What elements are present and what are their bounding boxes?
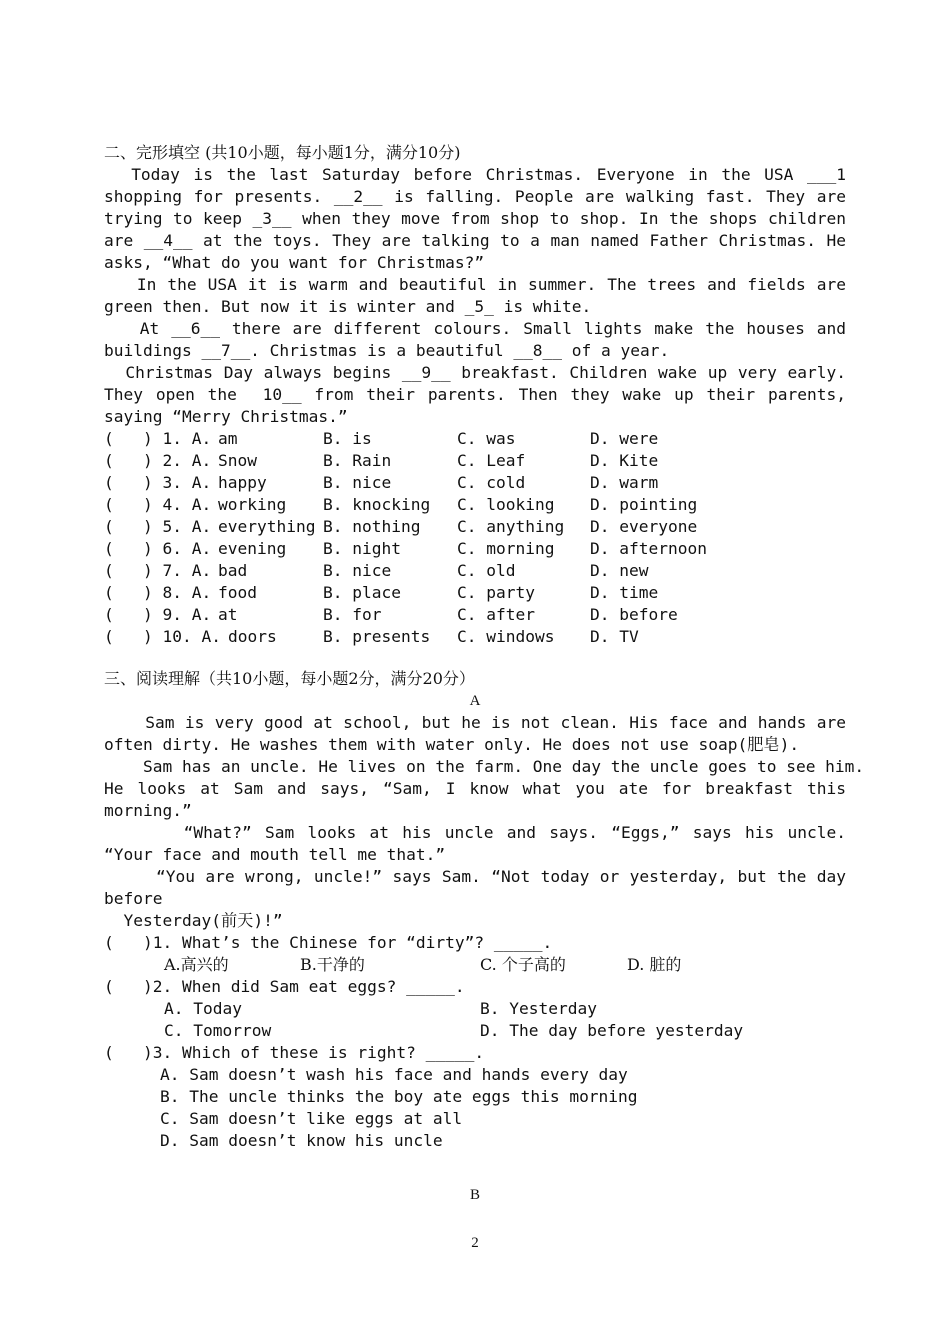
question-number: ( ) 9. A. — [104, 605, 212, 624]
option-c: C. old — [457, 561, 516, 580]
question-number: ( ) 8. A. — [104, 583, 212, 602]
reading-question-stem: ( )1. What’s the Chinese for “dirty”? _____. — [104, 933, 553, 952]
question-number: ( ) 5. A. — [104, 517, 212, 536]
option-a: A.高兴的 — [164, 955, 229, 974]
option-d: D. new — [590, 561, 649, 580]
cloze-passage-line: trying to keep _3__ when they move from shop to shop. In the shops children — [104, 209, 846, 228]
option-c: C. Leaf — [457, 451, 526, 470]
reading-passage-line: “Your face and mouth tell me that.” — [104, 845, 446, 864]
option-b: B.干净的 — [300, 955, 365, 974]
option-d: D. 脏的 — [627, 955, 682, 974]
reading-passage-line: He looks at Sam and says, “Sam, I know what you ate for breakfast this — [104, 779, 846, 798]
option-a: A. Today — [164, 999, 242, 1018]
question-number: ( ) 6. A. — [104, 539, 212, 558]
reading-question-stem: ( )3. Which of these is right? _____. — [104, 1043, 485, 1062]
section-b-label: B — [469, 1187, 480, 1203]
option-b: B. Rain — [323, 451, 392, 470]
option-d: D. were — [590, 429, 659, 448]
option-c: C. morning — [457, 539, 555, 558]
cloze-passage-line: buildings __7__. Christmas is a beautiful __8__ of a year. — [104, 341, 670, 360]
question-number: ( ) 7. A. — [104, 561, 212, 580]
option-b: B. The uncle thinks the boy ate eggs this morning — [160, 1087, 638, 1106]
option-a: evening — [218, 539, 287, 558]
option-b: B. for — [323, 605, 382, 624]
option-c: C. after — [457, 605, 535, 624]
option-a: food — [218, 583, 257, 602]
question-number: ( ) 2. A. — [104, 451, 212, 470]
option-d: D. everyone — [590, 517, 698, 536]
question-number: ( ) 4. A. — [104, 495, 212, 514]
reading-passage-line: Yesterday(前天)!” — [104, 911, 283, 930]
option-c: C. windows — [457, 627, 555, 646]
question-number: ( ) 1. A. — [104, 429, 212, 448]
option-a: bad — [218, 561, 248, 580]
section-a-label: A — [469, 693, 481, 709]
reading-question-stem: ( )2. When did Sam eat eggs? _____. — [104, 977, 465, 996]
reading-passage-line: morning.” — [104, 801, 192, 820]
option-c: C. cold — [457, 473, 526, 492]
reading-heading: 三、阅读理解（共10小题，每小题2分，满分20分） — [104, 669, 475, 688]
reading-passage-line: Sam is very good at school, but he is not clean. His face and hands are — [104, 713, 846, 732]
option-b: B. is — [323, 429, 372, 448]
cloze-passage-line: are __4__ at the toys. They are talking to a man named Father Christmas. He — [104, 231, 846, 250]
option-c: C. was — [457, 429, 516, 448]
cloze-passage-line: Today is the last Saturday before Christmas. Everyone in the USA ___1 — [104, 165, 846, 184]
option-a: at — [218, 605, 238, 624]
option-d: D. afternoon — [590, 539, 707, 558]
reading-passage-line: often dirty. He washes them with water only. He does not use soap(肥皂). — [104, 735, 800, 754]
option-d: D. time — [590, 583, 659, 602]
option-c: C. 个子高的 — [480, 955, 566, 974]
option-a: working — [218, 495, 287, 514]
option-b: B. Yesterday — [480, 999, 597, 1018]
cloze-passage-line: green then. But now it is winter and _5_ is white. — [104, 297, 592, 316]
option-d: D. The day before yesterday — [480, 1021, 744, 1040]
option-b: B. place — [323, 583, 401, 602]
option-b: B. nice — [323, 561, 392, 580]
cloze-passage-line: At __6__ there are different colours. Small lights make the houses and — [104, 319, 846, 338]
option-c: C. Sam doesn’t like eggs at all — [160, 1109, 463, 1128]
option-d: D. before — [590, 605, 678, 624]
option-b: B. nothing — [323, 517, 421, 536]
option-b: B. presents — [323, 627, 431, 646]
option-d: D. TV — [590, 627, 639, 646]
option-c: C. looking — [457, 495, 555, 514]
option-a: Snow — [218, 451, 257, 470]
cloze-heading: 二、完形填空 (共10小题，每小题1分，满分10分) — [104, 143, 461, 162]
cloze-passage-line: They open the 10__ from their parents. Then they wake up their parents, — [104, 385, 846, 404]
option-a: am — [218, 429, 238, 448]
question-number: ( ) 3. A. — [104, 473, 212, 492]
reading-passage-line: “What?” Sam looks at his uncle and says. “Eggs,” says his uncle. — [104, 823, 846, 842]
option-c: C. Tomorrow — [164, 1021, 272, 1040]
option-d: D. Sam doesn’t know his uncle — [160, 1131, 443, 1150]
option-a: doors — [228, 627, 277, 646]
option-a: A. Sam doesn’t wash his face and hands every day — [160, 1065, 628, 1084]
option-b: B. knocking — [323, 495, 431, 514]
reading-passage-line: before — [104, 889, 163, 908]
cloze-passage-line: shopping for presents. __2__ is falling. People are walking fast. They are — [104, 187, 846, 206]
option-b: B. night — [323, 539, 401, 558]
cloze-passage-line: saying “Merry Christmas.” — [104, 407, 348, 426]
reading-passage-line: Sam has an uncle. He lives on the farm. One day the uncle goes to see him. — [104, 757, 865, 776]
cloze-passage-line: asks, “What do you want for Christmas?” — [104, 253, 485, 272]
question-number: ( ) 10. A. — [104, 627, 221, 646]
option-d: D. pointing — [590, 495, 698, 514]
option-a: happy — [218, 473, 267, 492]
cloze-passage-line: In the USA it is warm and beautiful in summer. The trees and fields are — [104, 275, 846, 294]
page-number: 2 — [471, 1235, 479, 1251]
option-d: D. Kite — [590, 451, 659, 470]
option-b: B. nice — [323, 473, 392, 492]
option-c: C. party — [457, 583, 535, 602]
option-d: D. warm — [590, 473, 659, 492]
cloze-passage-line: Christmas Day always begins __9__ breakfast. Children wake up very early. — [104, 363, 846, 382]
reading-passage-line: “You are wrong, uncle!” says Sam. “Not today or yesterday, but the day — [104, 867, 846, 886]
option-a: everything — [218, 517, 316, 536]
option-c: C. anything — [457, 517, 565, 536]
